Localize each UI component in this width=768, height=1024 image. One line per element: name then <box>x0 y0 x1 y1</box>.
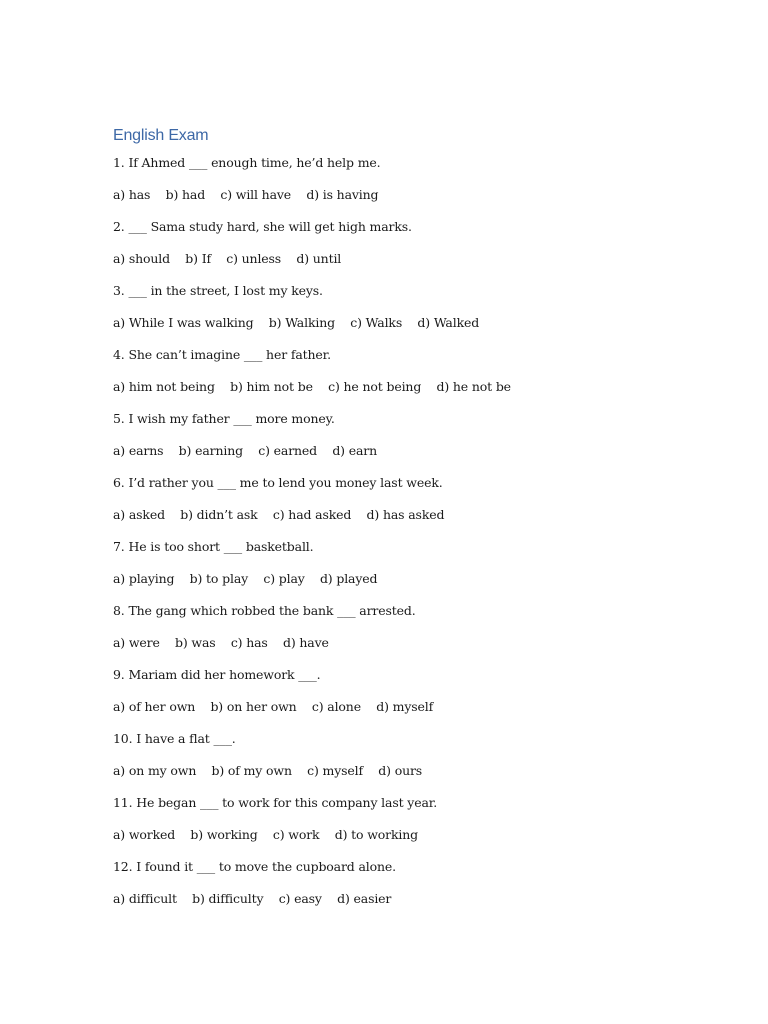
question-7-stem: 7. He is too short ___ basketball. <box>113 539 314 554</box>
question-4-options: a) him not being b) him not be c) he not being d) he not be <box>113 379 511 394</box>
question-1-stem: 1. If Ahmed ___ enough time, he’d help me. <box>113 155 381 170</box>
question-6-options: a) asked b) didn’t ask c) had asked d) has asked <box>113 507 445 522</box>
document-title: English Exam <box>113 127 209 144</box>
document-body <box>113 125 713 925</box>
question-11-options: a) worked b) working c) work d) to working <box>113 827 419 842</box>
question-12-stem: 12. I found it ___ to move the cupboard alone. <box>113 859 396 874</box>
question-7-options: a) playing b) to play c) play d) played <box>113 571 378 586</box>
question-3-stem: 3. ___ in the street, I lost my keys. <box>113 283 323 298</box>
question-2-options: a) should b) If c) unless d) until <box>113 251 342 266</box>
question-10-stem: 10. I have a flat ___. <box>113 731 236 746</box>
question-12-options: a) difficult b) difficulty c) easy d) easier <box>113 891 392 906</box>
question-9-stem: 9. Mariam did her homework ___. <box>113 667 321 682</box>
question-8-options: a) were b) was c) has d) have <box>113 635 329 650</box>
question-1-options: a) has b) had c) will have d) is having <box>113 187 379 202</box>
question-5-stem: 5. I wish my father ___ more money. <box>113 411 335 426</box>
question-11-stem: 11. He began ___ to work for this company last year. <box>113 795 438 810</box>
question-9-options: a) of her own b) on her own c) alone d) myself <box>113 699 434 714</box>
question-2-stem: 2. ___ Sama study hard, she will get high marks. <box>113 219 412 234</box>
question-list <box>113 157 713 925</box>
question-5-options: a) earns b) earning c) earned d) earn <box>113 443 378 458</box>
question-6-stem: 6. I’d rather you ___ me to lend you money last week. <box>113 475 443 490</box>
question-3-options: a) While I was walking b) Walking c) Walks d) Walked <box>113 315 480 330</box>
question-4-stem: 4. She can’t imagine ___ her father. <box>113 347 331 362</box>
question-8-stem: 8. The gang which robbed the bank ___ arrested. <box>113 603 416 618</box>
question-10-options: a) on my own b) of my own c) myself d) ours <box>113 763 423 778</box>
